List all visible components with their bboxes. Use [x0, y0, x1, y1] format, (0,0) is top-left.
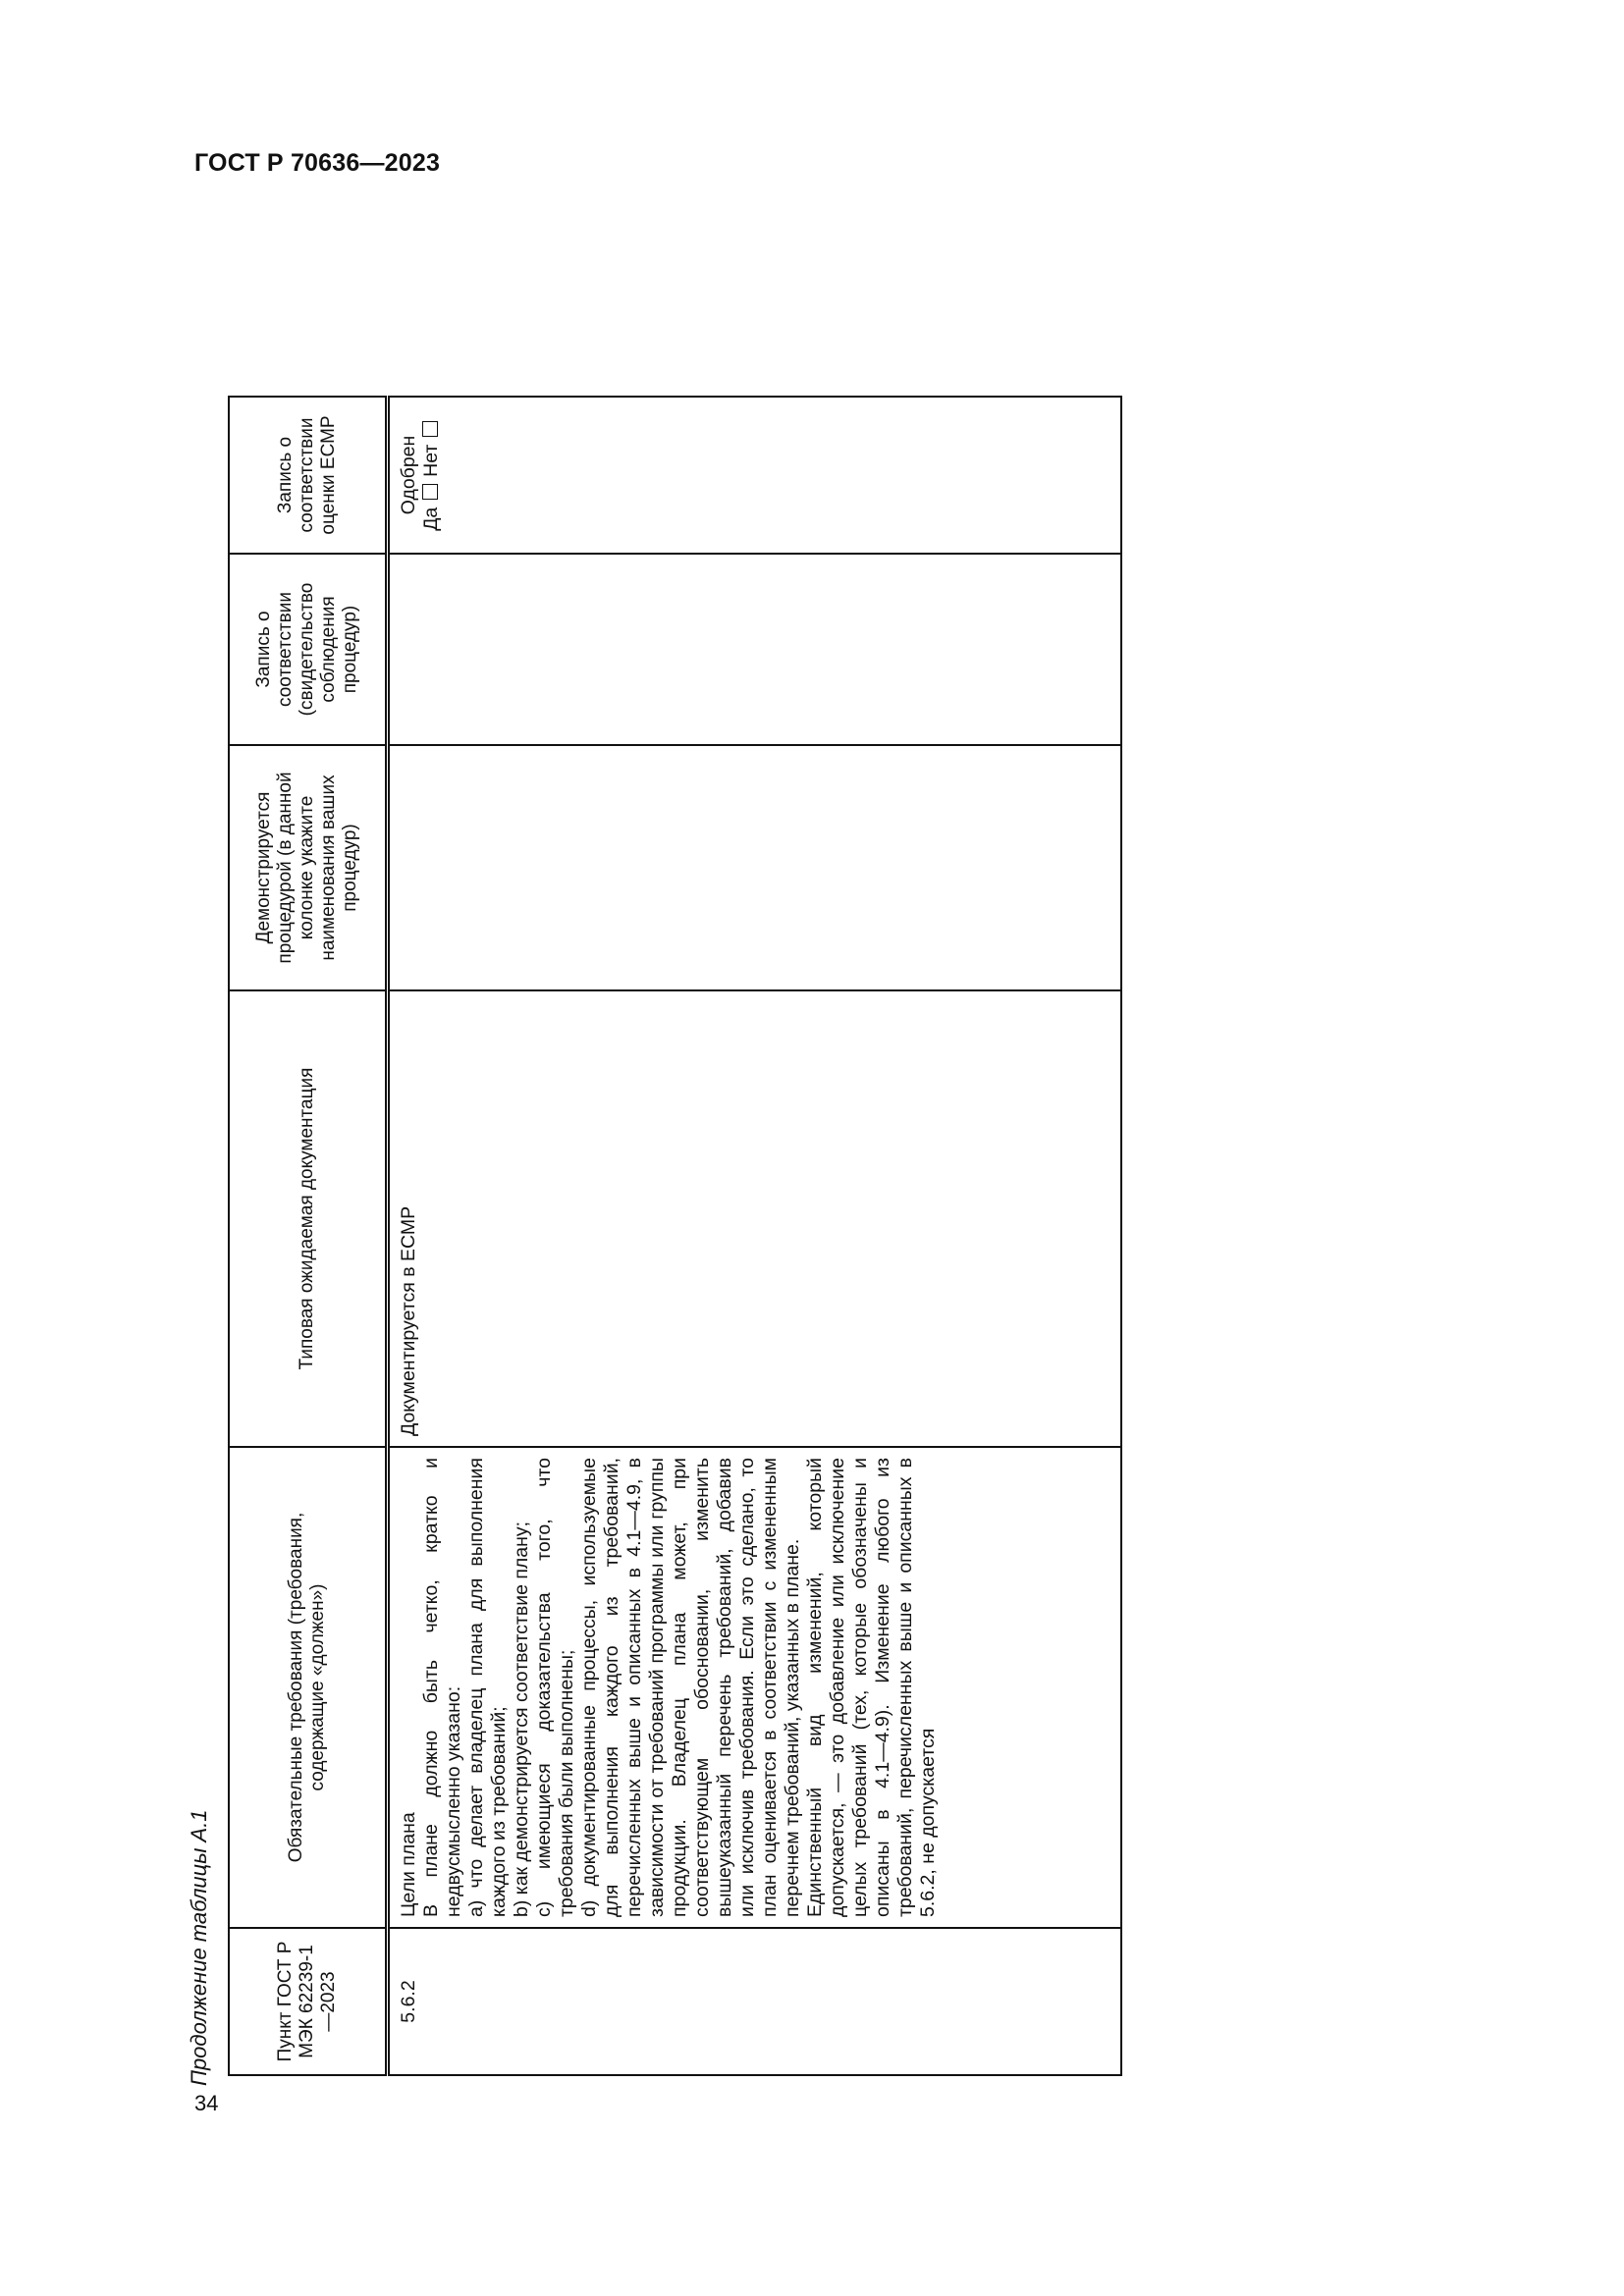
- yes-checkbox[interactable]: [422, 484, 438, 500]
- header-requirements: Обязательные требования (требования, содержащие «должен»): [229, 1447, 388, 1928]
- approval-status: Одобрен: [398, 435, 419, 515]
- table-header-row: [229, 397, 388, 2075]
- page-number: 34: [194, 2091, 219, 2115]
- header-clause: Пункт ГОСТ Р МЭК 62239-1—2023: [229, 1928, 388, 2075]
- cell-clause: 5.6.2: [388, 1928, 1122, 2075]
- cell-documentation: Документируется в ЕСМР: [388, 990, 1122, 1447]
- yes-label: Да: [420, 507, 442, 531]
- header-documentation: Типовая ожидаемая документация: [229, 990, 388, 1447]
- no-checkbox[interactable]: [422, 421, 438, 437]
- requirement-item-b: b) как демонстрируется соответствие плану;: [511, 1521, 532, 1917]
- header-demonstrated: Демонстрируется процедурой (в данной колонке укажите наименования ваших процедур): [229, 745, 388, 990]
- cell-compliance-record: [388, 554, 1122, 745]
- requirement-title: Цели плана: [398, 1812, 419, 1917]
- requirements-table: [228, 396, 1122, 2076]
- document-header: ГОСТ Р 70636—2023: [194, 149, 441, 177]
- requirement-paragraph-changes: Единственный вид изменений, который допускается, — это добавление или исключение целых требований (тех, которые обозначены и описаны в 4.1—4.9). Изменение любого из требований, перечисленных выше и описанных в 5.6.2, не допускается: [804, 1458, 939, 1917]
- header-compliance-record: Запись о соответствии (свидетельство соблюдения процедур): [229, 554, 388, 745]
- cell-requirements: [388, 1447, 1122, 1928]
- no-label: Нет: [420, 444, 442, 477]
- table-caption: Продолжение таблицы А.1: [187, 1809, 211, 2086]
- requirement-item-d: d) документированные процессы, используемые для выполнения каждого из требований, перечисленных выше и описанных в 4.1—4.9, в зависимости от требований программы или группы продукции. Владелец плана может, при соответствующем обосновании, изменить вышеуказанный перечень требований, добавив или исключив требования. Если это сделано, то план оценивается в соответствии с измененным перечнем требований, указанных в плане.: [578, 1458, 803, 1917]
- cell-demonstrated: [388, 745, 1122, 990]
- requirement-item-a: a) что делает владелец плана для выполнения каждого из требований;: [465, 1458, 510, 1917]
- cell-ecmp-record: [388, 397, 1122, 554]
- header-ecmp-record: Запись о соответствии оценки ЕСМР: [229, 397, 388, 554]
- requirement-paragraph: В плане должно быть четко, кратко и недвусмысленно указано:: [420, 1458, 464, 1917]
- approval-checkboxes: [420, 407, 443, 543]
- table-row: [388, 397, 1122, 2075]
- landscape-table-area: [187, 221, 1119, 2086]
- requirement-item-c: c) имеющиеся доказательства того, что требования были выполнены;: [533, 1458, 577, 1917]
